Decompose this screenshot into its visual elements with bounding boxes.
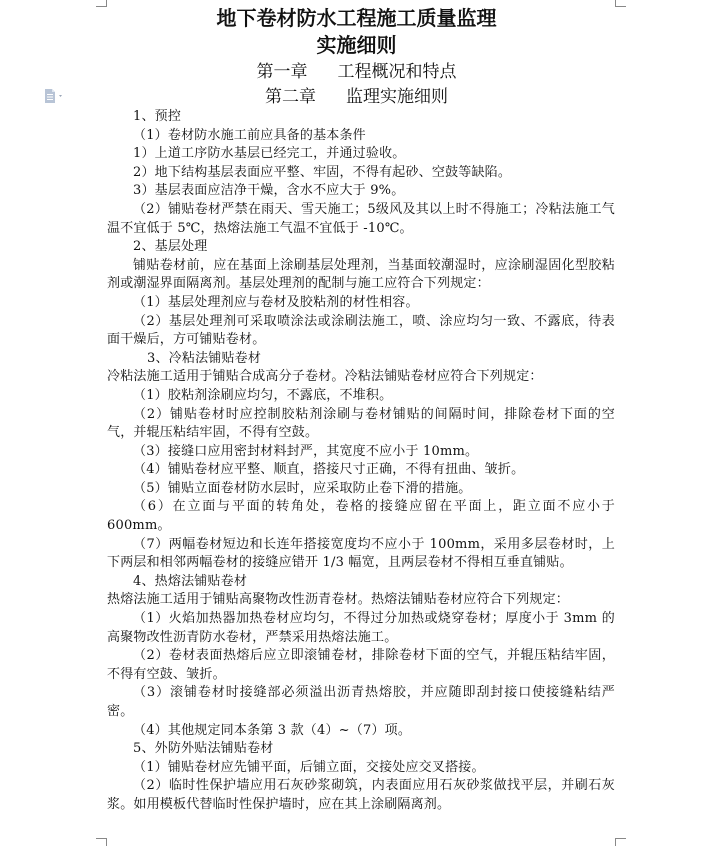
chapter-name: 监理实施细则 — [346, 87, 448, 107]
section-heading: 1、预控 — [133, 109, 182, 124]
paragraph: （4）其他规定同本条第 3 款（4）~（7）项。 — [133, 722, 412, 738]
paragraph: （1）火焰加热器加热卷材应均匀，不得过分加热或烧穿卷材；厚度小于 3mm 的高聚物改性沥青防水卷材，严禁采用热熔法施工。 — [107, 611, 615, 645]
paragraph: （3）接缝口应用密封材料封严，其宽度不应小于 10mm。 — [133, 443, 479, 459]
chapter-number: 第二章 — [265, 87, 316, 107]
paragraph: （1）卷材防水施工前应具备的基本条件 — [133, 127, 366, 143]
chapter-heading — [0, 61, 713, 83]
paragraph: （2）铺贴卷材时应控制胶粘剂涂刷与卷材铺贴的间隔时间，排除卷材下面的空气，并辊压粘结牢固，不得有空鼓。 — [107, 406, 615, 441]
paragraph: （2）临时性保护墙应用石灰砂浆砌筑，内表面应用石灰砂浆做找平层，并刷石灰浆。如用模板代替临时性保护墙时，应在其上涂刷隔离剂。 — [107, 778, 615, 812]
paragraph: （1）胶粘剂涂刷应均匀，不露底，不堆积。 — [133, 387, 393, 403]
chapter-heading — [0, 86, 713, 108]
paragraph: （1）基层处理剂应与卷材及胶粘剂的材性相容。 — [133, 294, 419, 310]
paragraph: 1）上道工序防水基层已经完工，并通过验收。 — [133, 146, 406, 162]
paragraph: （5）铺贴立面卷材防水层时，应采取防止卷下滑的措施。 — [133, 480, 472, 496]
document-title-line1: 地下卷材防水工程施工质量监理 — [216, 6, 497, 30]
paragraph: （3）滚铺卷材时接缝部必须溢出沥青热熔胶，并应随即刮封接口使接缝粘结严密。 — [107, 685, 615, 719]
section-heading: 4、热熔法铺贴卷材 — [133, 573, 248, 589]
section-heading: 2、基层处理 — [133, 239, 208, 255]
paragraph: 3）基层表面应洁净干燥，含水不应大于 9%。 — [133, 183, 405, 199]
paragraph: （7）两幅卷材短边和长连年搭接宽度均不应小于 100mm，采用多层卷材时，上下两层和相邻两幅卷材的接缝应错开 1/3 幅宽，且两层卷材不得相互垂直铺贴。 — [107, 536, 615, 571]
paragraph: （4）铺贴卷材应平整、顺直，搭接尺寸正确，不得有扭曲、皱折。 — [133, 462, 525, 478]
section-heading: 5、外防外贴法铺贴卷材 — [133, 741, 274, 757]
paragraph: （2）铺贴卷材严禁在雨天、雪天施工；5级风及其以上时不得施工；冷粘法施工气温不宜低于 5℃，热熔法施工气温不宜低于 -10℃。 — [107, 201, 615, 236]
paragraph: 冷粘法施工适用于铺贴合成高分子卷材。冷粘法铺贴卷材应符合下列规定： — [107, 369, 543, 385]
paragraph: 铺贴卷材前，应在基面上涂刷基层处理剂，当基面较潮湿时，应涂刷湿固化型胶粘剂或潮湿界面隔离剂。基层处理剂的配制与施工应符合下列规定： — [107, 257, 615, 292]
document-title-line2: 实施细则 — [316, 33, 397, 57]
chapter-name: 工程概况和特点 — [337, 62, 457, 82]
paragraph: 2）地下结构基层表面应平整、牢固，不得有起砂、空鼓等缺陷。 — [133, 164, 512, 180]
paragraph: （2）卷材表面热熔后应立即滚铺卷材，排除卷材下面的空气，并辊压粘结牢固，不得有空鼓、皱折。 — [107, 648, 615, 682]
chapter-number: 第一章 — [256, 62, 308, 82]
paragraph: （1）铺贴卷材应先铺平面，后铺立面，交接处应交叉搭接。 — [133, 759, 485, 775]
paragraph: 热熔法施工适用于铺贴高聚物改性沥青卷材。热熔法铺贴卷材应符合下列规定： — [107, 592, 570, 608]
paragraph: （6）在立面与平面的转角处，卷格的接缝应留在平面上，距立面不应小于 600mm。 — [107, 499, 615, 534]
paragraph: （2）基层处理剂可采取喷涂法或涂刷法施工，喷、涂应均匀一致、不露底，待表面干燥后，方可铺贴卷材。 — [107, 313, 615, 348]
section-heading: 3、冷粘法铺贴卷材 — [147, 350, 262, 366]
document-body — [107, 108, 615, 815]
